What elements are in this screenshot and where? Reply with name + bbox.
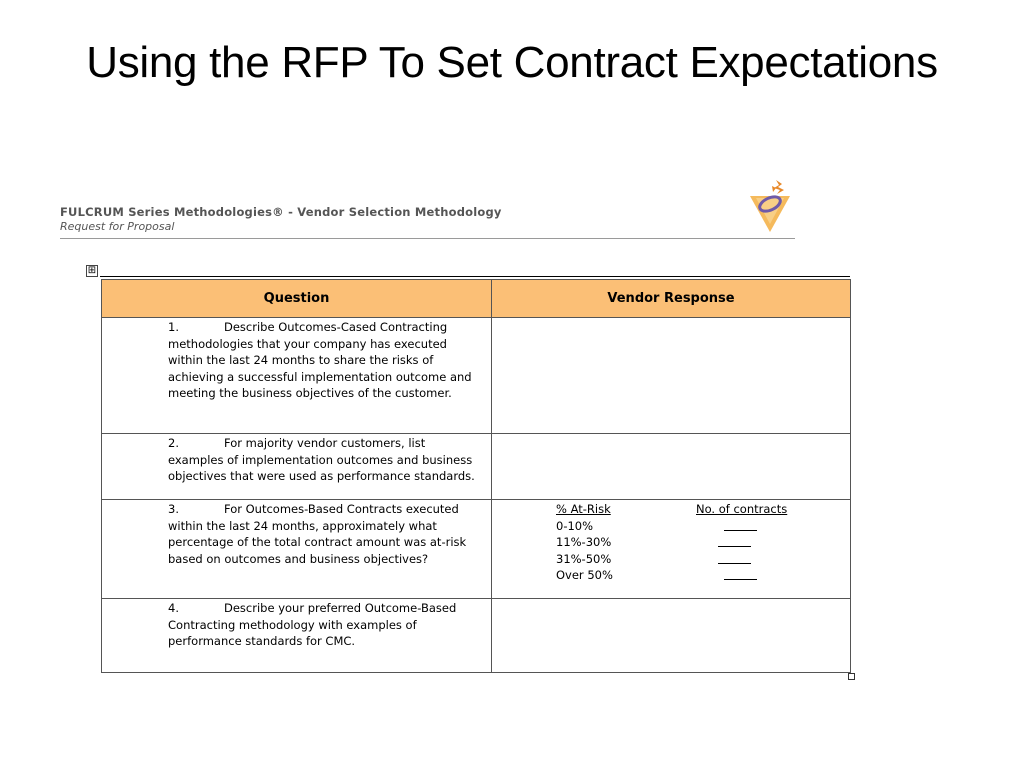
at-risk-option-label: Over 50%	[556, 568, 613, 583]
table-resize-handle[interactable]	[848, 673, 855, 680]
question-text: Describe your preferred Outcome-Based Contracting methodology with examples of performance standards for CMC.	[168, 601, 457, 649]
question-cell	[102, 434, 492, 500]
question-cell	[102, 318, 492, 434]
contracts-count-blank[interactable]	[724, 567, 757, 580]
fulcrum-logo-icon	[746, 178, 794, 234]
vendor-response-cell[interactable]	[492, 500, 851, 599]
contracts-count-blank[interactable]	[718, 551, 751, 564]
table-row	[102, 434, 851, 500]
table-header-row	[102, 280, 851, 318]
document-header-subtitle: Request for Proposal	[60, 220, 175, 233]
question-cell	[102, 599, 492, 673]
contracts-count-blank[interactable]	[718, 534, 751, 547]
vendor-response-cell[interactable]	[492, 318, 851, 434]
table-row	[102, 318, 851, 434]
at-risk-option-row	[556, 534, 850, 551]
table-row	[102, 500, 851, 599]
vendor-response-column-header: Vendor Response	[492, 280, 851, 318]
at-risk-option-row	[556, 518, 850, 535]
question-cell	[102, 500, 492, 599]
question-number: 3.	[168, 502, 179, 516]
at-risk-option-label: 11%-30%	[556, 535, 612, 550]
at-risk-form-header	[556, 501, 850, 518]
contracts-count-header: No. of contracts	[696, 502, 788, 516]
question-text: Describe Outcomes-Cased Contracting methodologies that your company has executed within the last 24 months to share the risks of achieving a successful implementation outcome and meeting the business objectives of the customer.	[168, 320, 472, 401]
vendor-response-cell[interactable]	[492, 599, 851, 673]
at-risk-option-label: 31%-50%	[556, 551, 612, 566]
at-risk-option-label: 0-10%	[556, 518, 594, 533]
question-number: 2.	[168, 436, 179, 450]
question-text: For majority vendor customers, list examples of implementation outcomes and business objectives that were used as performance standards.	[168, 436, 475, 484]
at-risk-option-row	[556, 567, 850, 584]
question-number: 4.	[168, 601, 179, 615]
table-top-border	[100, 276, 850, 277]
vendor-response-cell[interactable]	[492, 434, 851, 500]
at-risk-form	[492, 500, 850, 584]
question-column-header: Question	[102, 280, 492, 318]
question-number: 1.	[168, 320, 179, 334]
document-header-title: FULCRUM Series Methodologies® - Vendor Selection Methodology	[60, 205, 502, 219]
table-move-handle-icon[interactable]: ⊞	[87, 265, 97, 276]
rfp-table	[101, 279, 851, 673]
question-text: For Outcomes-Based Contracts executed within the last 24 months, approximately what percentage of the total contract amount was at-risk based on outcomes and business objectives?	[168, 502, 467, 566]
table-row	[102, 599, 851, 673]
at-risk-option-row	[556, 551, 850, 568]
at-risk-header: % At-Risk	[556, 502, 611, 516]
slide-title: Using the RFP To Set Contract Expectations	[86, 38, 938, 87]
contracts-count-blank[interactable]	[724, 518, 757, 531]
document-header	[60, 204, 795, 239]
